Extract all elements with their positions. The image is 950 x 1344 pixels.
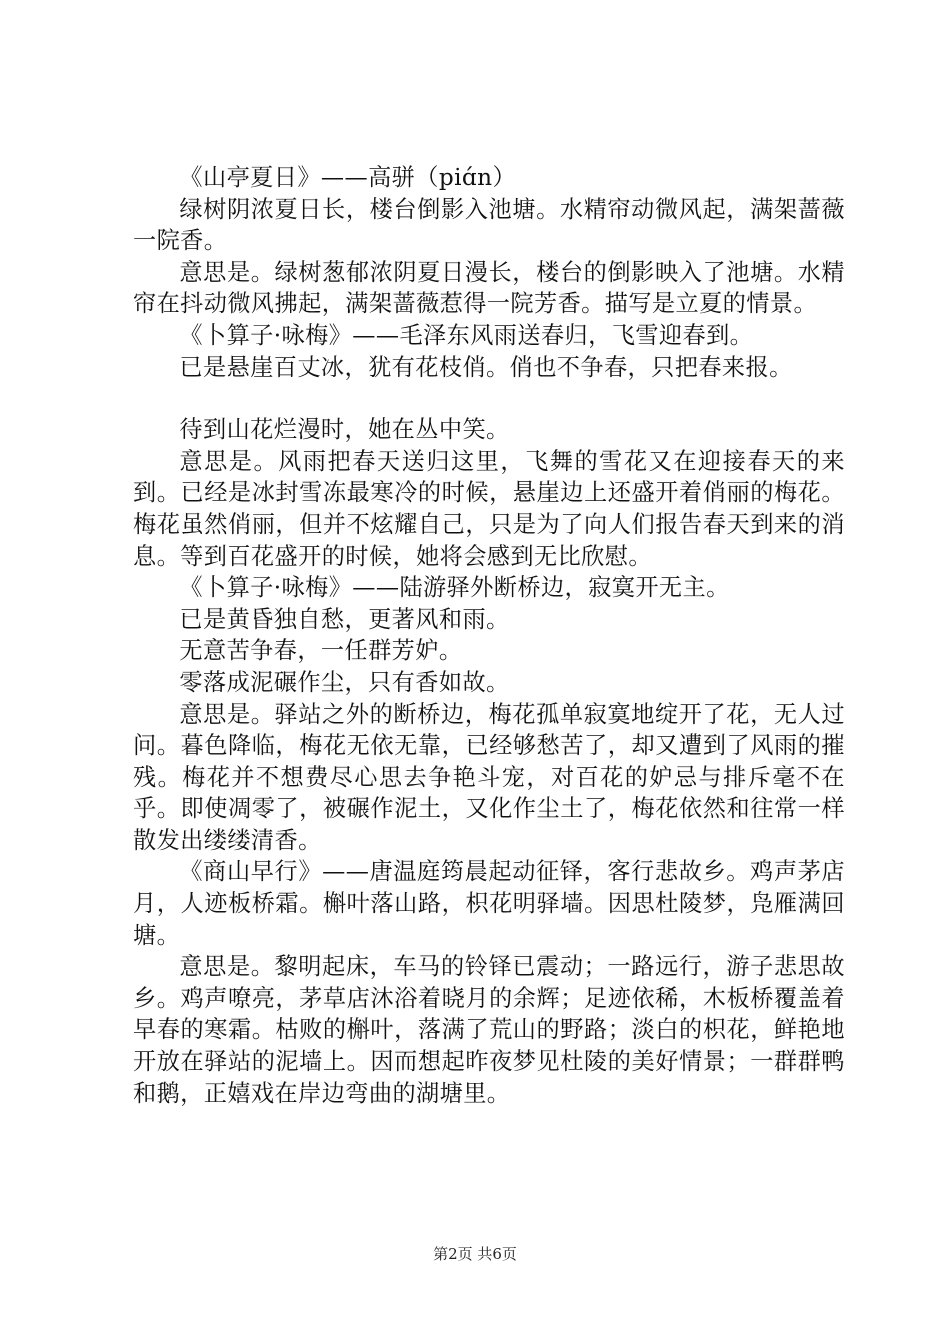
poem-line: 已是黄昏独自愁，更著风和雨。 — [179, 605, 510, 633]
poem-line: 零落成泥碾作尘，只有香如故。 — [179, 668, 510, 696]
poem-title-yongmei-maozedong: 《卜算子·咏梅》——毛泽东风雨送春归，飞雪迎春到。 — [179, 321, 754, 349]
poem-line: 已是悬崖百丈冰，犹有花枝俏。俏也不争春，只把春来报。 — [179, 353, 793, 381]
poem-meaning-shanting-xiari: 意思是。绿树葱郁浓阴夏日漫长，楼台的倒影映入了池塘。水精帘在抖动微风拂起，满架蔷薇惹得一院芳香。描写是立夏的情景。 — [133, 258, 845, 318]
poem-meaning-yongmei-luyou: 意思是。驿站之外的断桥边，梅花孤单寂寞地绽开了花，无人过问。暮色降临，梅花无依无靠，已经够愁苦了，却又遭到了风雨的摧残。梅花并不想费尽心思去争艳斗宠，对百花的妒忌与排斥毫不在乎。即使凋零了，被碾作泥土，又化作尘土了，梅花依然和往常一样散发出缕缕清香。 — [133, 700, 845, 854]
poem-meaning-shangshan-zaoxing: 意思是。黎明起床，车马的铃铎已震动；一路远行，游子悲思故乡。鸡声嘹亮，茅草店沐浴着晓月的余辉；足迹依稀，木板桥覆盖着早春的寒霜。枯败的槲叶，落满了荒山的野路；淡白的枳花，鲜艳地开放在驿站的泥墙上。因而想起昨夜梦见杜陵的美好情景；一群群鸭和鹅，正嬉戏在岸边弯曲的湖塘里。 — [133, 953, 845, 1107]
poem-line: 待到山花烂漫时，她在丛中笑。 — [179, 416, 510, 444]
poem-title-shanting-xiari: 《山亭夏日》——高骈（piɑ́n） — [179, 164, 517, 191]
poem-text-shanting-xiari: 绿树阴浓夏日长，楼台倒影入池塘。水精帘动微风起，满架蔷薇一院香。 — [133, 195, 845, 255]
document-body — [133, 162, 845, 1109]
page-footer: 第2页 共6页 — [433, 1245, 517, 1263]
poem-meaning-yongmei-maozedong: 意思是。风雨把春天送归这里，飞舞的雪花又在迎接春天的来到。已经是冰封雪冻最寒冷的时候，悬崖边上还盛开着俏丽的梅花。梅花虽然俏丽，但并不炫耀自己，只是为了向人们报告春天到来的消息。等到百花盛开的时候，她将会感到无比欣慰。 — [133, 447, 845, 570]
poem-line: 无意苦争春，一任群芳妒。 — [179, 637, 463, 665]
poem-title-yongmei-luyou: 《卜算子·咏梅》——陆游驿外断桥边，寂寞开无主。 — [179, 574, 730, 602]
poem-title-shangshan-zaoxing: 《商山早行》——唐温庭筠晨起动征铎，客行悲故乡。鸡声茅店月，人迹板桥霜。槲叶落山路，枳花明驿墙。因思杜陵梦，凫雁满回塘。 — [133, 858, 845, 949]
